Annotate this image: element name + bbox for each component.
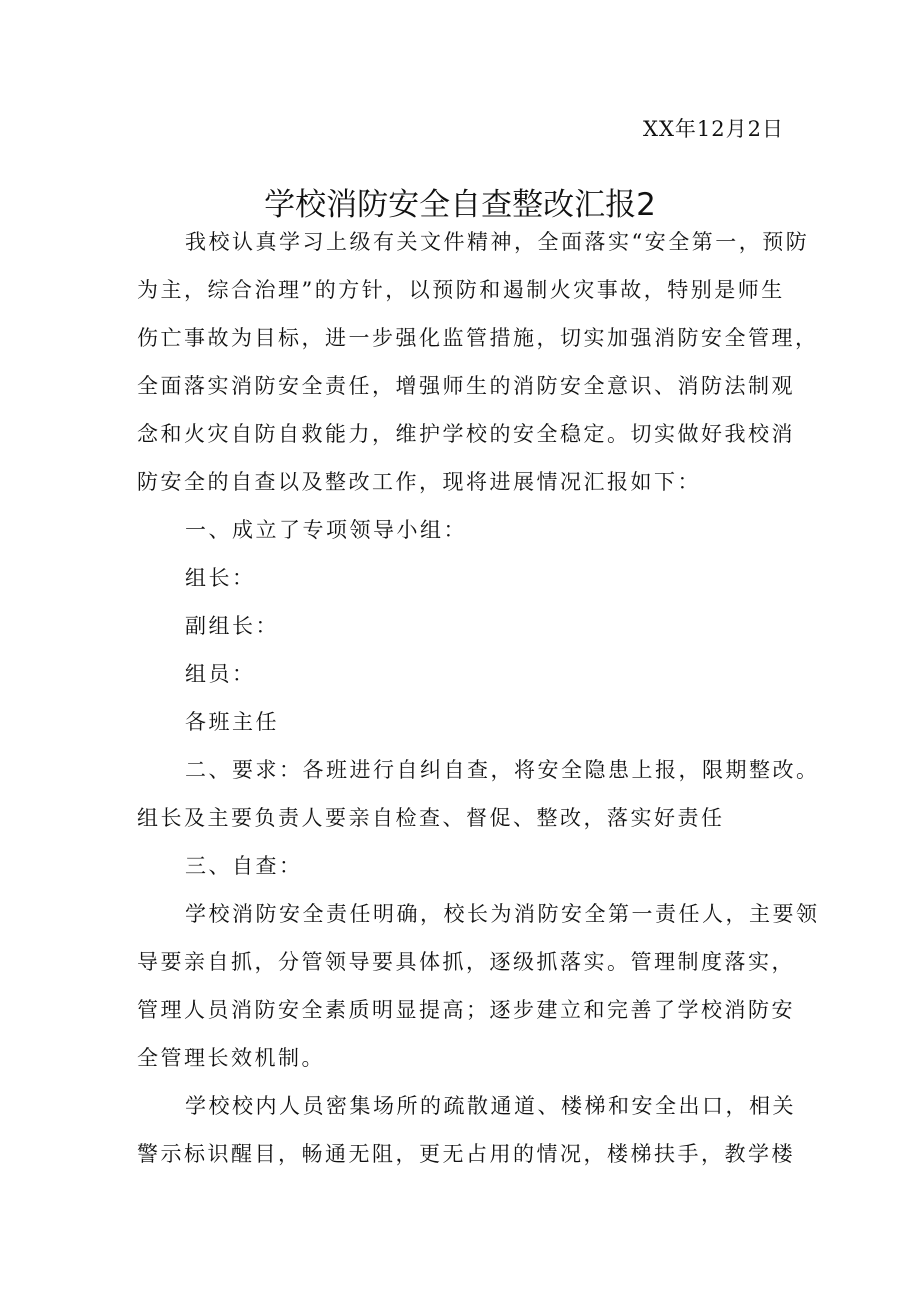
paragraph [137,698,797,746]
text-line: 伤亡事故为目标，进一步强化监管措施，切实加强消防安全管理， [137,326,819,350]
paragraph [137,842,797,890]
paragraph [137,746,820,842]
text-line: 全面落实消防安全责任，增强师生的消防安全意识、消防法制观 [137,374,795,398]
paragraph [137,554,797,602]
text-line: 组长及主要负责人要亲自检查、督促、整改，落实好责任 [137,806,725,830]
paragraph [137,1082,797,1178]
paragraph [137,506,797,554]
text-line: 三、自查： [185,854,303,878]
text-line: 念和火灾自防自救能力，维护学校的安全稳定。切实做好我校消 [137,422,795,446]
text-line: 管理人员消防安全素质明显提高；逐步建立和完善了学校消防安 [137,998,795,1022]
document-body [137,218,820,1178]
text-line: 为主，综合治理”的方针，以预防和遏制火灾事故，特别是师生 [137,278,785,302]
text-line: 各班主任 [185,710,279,734]
text-line: 警示标识醒目，畅通无阻，更无占用的情况，楼梯扶手，教学楼 [137,1142,795,1166]
text-line: 我校认真学习上级有关文件精神，全面落实“安全第一，预防 [185,230,810,254]
text-line: 副组长： [185,614,279,638]
paragraph [137,890,820,1082]
text-line: 学校消防安全责任明确，校长为消防安全第一责任人，主要领 [185,902,820,926]
paragraph [137,602,797,650]
text-line: 二、要求：各班进行自纠自查，将安全隐患上报，限期整改。 [185,758,820,782]
text-line: 导要亲自抓，分管领导要具体抓，逐级抓落实。管理制度落实， [137,950,795,974]
text-line: 一、成立了专项领导小组： [185,518,467,542]
paragraph [137,218,819,506]
paragraph [137,650,797,698]
text-line: 防安全的自查以及整改工作，现将进展情况汇报如下： [137,470,701,494]
text-line: 组员： [185,662,256,686]
text-line: 全管理长效机制。 [137,1046,325,1070]
text-line: 学校校内人员密集场所的疏散通道、楼梯和安全出口，相关 [185,1094,796,1118]
document-date: XX年12月2日 [643,117,784,141]
text-line: 组长： [185,566,256,590]
document-title: 学校消防安全自查整改汇报2 [264,187,656,223]
